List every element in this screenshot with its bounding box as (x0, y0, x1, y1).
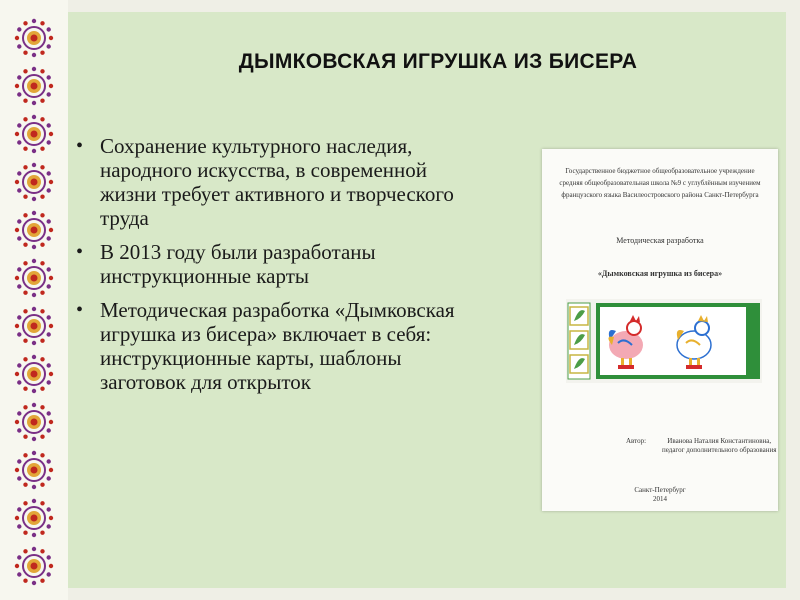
slide-title: ДЫМКОВСКАЯ ИГРУШКА ИЗ БИСЕРА (238, 50, 638, 73)
ornament-motif-icon (14, 450, 54, 490)
doc-author-line: педагог дополнительного образования (662, 446, 777, 454)
doc-title: «Дымковская игрушка из бисера» (597, 269, 723, 278)
doc-type: Методическая разработка (616, 236, 704, 245)
slide-panel (68, 12, 786, 588)
ornament-motif-icon (14, 114, 54, 154)
ornament-motif-icon (14, 258, 54, 298)
doc-year: 2014 (653, 495, 667, 503)
ornament-motif-icon (14, 354, 54, 394)
doc-author (662, 437, 776, 455)
bullet-item: • Сохранение культурного наследия, народного искусства, в современной жизни требует активного и творческого труда (68, 134, 548, 230)
ornament-motif-icon (14, 402, 54, 442)
ornament-motif-icon (14, 162, 54, 202)
doc-author-label: Автор: (626, 437, 647, 445)
doc-footer (542, 486, 778, 504)
doc-author-line: Иванова Наталия Константиновна, (667, 437, 772, 445)
doc-header-line: французского языка Василеостровского района Санкт-Петербурга (561, 191, 759, 199)
beaded-rooster-card-image (566, 299, 762, 383)
bullet-item: • В 2013 году были разработаны инструкционные карты (68, 240, 548, 288)
ornament-motif-icon (14, 306, 54, 346)
ornament-motif-icon (14, 210, 54, 250)
ornament-motif-icon (14, 66, 54, 106)
bullet-item: • Методическая разработка «Дымковская игрушка из бисера» включает в себя: инструкционные карты, шаблоны заготовок для открыток (68, 298, 548, 394)
ornament-border (0, 0, 68, 600)
bullet-list (68, 134, 548, 404)
document-cover-image (542, 149, 778, 511)
doc-header-line: средняя общеобразовательная школа №9 с углублённым изучением (559, 179, 761, 187)
ornament-motif-icon (14, 18, 54, 58)
ornament-motif-icon (14, 546, 54, 586)
doc-header-line: Государственное бюджетное общеобразовательное учреждение (565, 167, 755, 175)
doc-city: Санкт-Петербург (634, 486, 686, 494)
ornament-motif-icon (14, 498, 54, 538)
